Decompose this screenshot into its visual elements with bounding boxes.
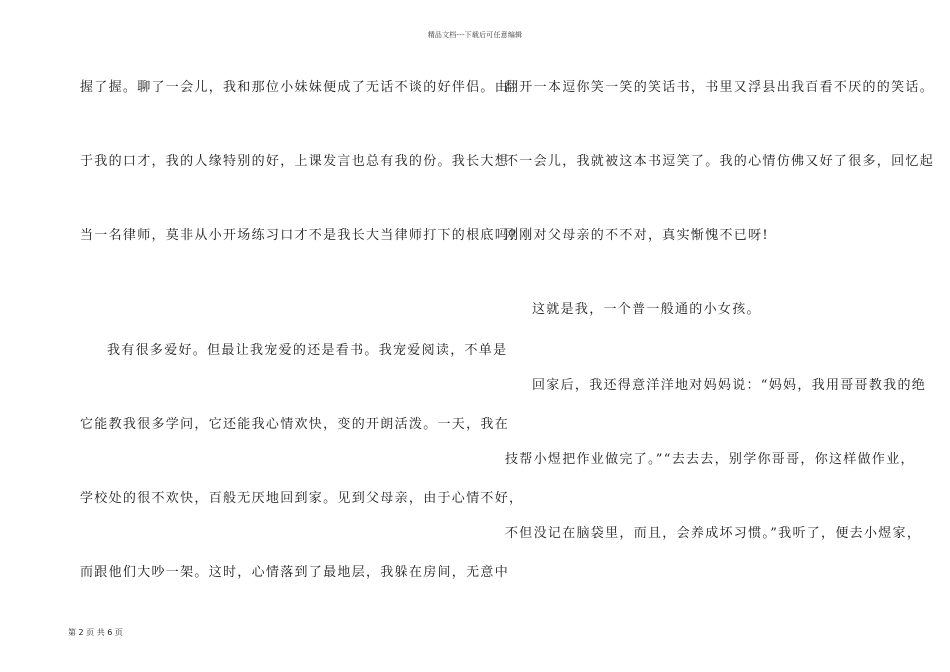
- page-number-label: 第 2 页 共 6 页: [68, 628, 123, 637]
- text-line: 于我的口才，我的人缘特别的好，上课发言也总有我的份。我长大想: [80, 154, 510, 169]
- text-line: 技帮小煜把作业做完了。”“去去去，别学你哥哥，你这样做作业，: [505, 452, 915, 467]
- text-line: 刚刚对父母亲的不不对，真实惭愧不已呀!: [505, 228, 769, 243]
- text-line: 当一名律师，莫非从小开场练习口才不是我长大当律师打下的根底吗?: [80, 228, 518, 243]
- text-line: 它能教我很多学问，它还能我心情欢快，变的开朗活泼。一天，我在: [80, 417, 510, 432]
- paragraph-start-line: 回家后，我还得意洋洋地对妈妈说：“妈妈，我用哥哥教我的绝: [532, 378, 927, 393]
- paragraph-start-line: 我有很多爱好。但最让我宠爱的还是看书。我宠爱阅读，不单是: [107, 343, 508, 358]
- text-line: 不但没记在脑袋里，而且，会养成坏习惯。”我听了，便去小煜家，: [505, 526, 922, 541]
- text-line: 而跟他们大吵一架。这时，心情落到了最地层，我躲在房间，无意中: [80, 565, 510, 580]
- text-line: 翻开一本逗你笑一笑的笑话书，书里又浮县出我百看不厌的的笑话。: [505, 80, 935, 95]
- text-line: 握了握。聊了一会儿，我和那位小妹妹便成了无话不谈的好伴侣。由: [80, 80, 510, 95]
- text-line: 不一会儿，我就被这本书逗笑了。我的心情仿佛又好了很多，回忆起: [505, 154, 935, 169]
- page-header: 精品文档---下载后可任意编辑: [427, 31, 523, 39]
- paragraph-start-line: 这就是我，一个普一般通的小女孩。: [532, 302, 761, 317]
- text-line: 学校处的很不欢快，百般无厌地回到家。见到父母亲，由于心情不好，: [80, 491, 524, 506]
